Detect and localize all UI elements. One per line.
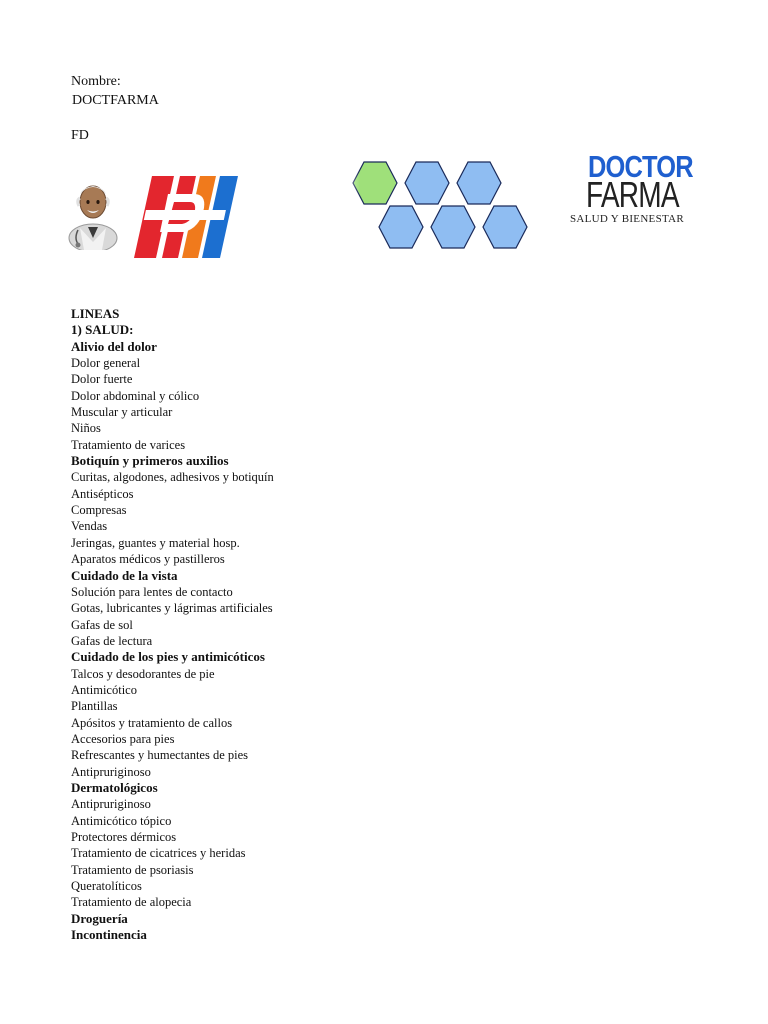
section-heading: Droguería [71,910,128,926]
list-item: Curitas, algodones, adhesivos y botiquín [71,470,274,485]
list-item: Antisépticos [71,486,134,501]
list-item: Gotas, lubricantes y lágrimas artificiales [71,601,273,616]
doctor-avatar-icon [66,180,120,250]
list-item: Dolor fuerte [71,372,133,387]
nombre-label: Nombre: [71,74,121,89]
list-item: Dolor general [71,356,141,371]
list-item: Talcos y desodorantes de pie [71,666,215,681]
list-item: Queratolíticos [71,879,142,894]
list-item: Antimicótico tópico [71,813,172,828]
list-item: Antipruriginoso [71,797,151,812]
list-item: Aparatos médicos y pastilleros [71,552,225,567]
list-item: Apósitos y tratamiento de callos [71,715,233,730]
section-heading: Cuidado de la vista [71,567,178,583]
section-heading: Alivio del dolor [71,338,157,354]
list-item: Niños [71,421,101,436]
logo-tagline: SALUD Y BIENESTAR [570,213,685,225]
list-item: Tratamiento de alopecia [71,895,192,910]
list-item: Antipruriginoso [71,764,151,779]
list-item: Vendas [71,519,108,534]
list-item: Accesorios para pies [71,731,175,746]
logo-word-farma: FARMA [586,174,679,215]
list-item: Jeringas, guantes y material hosp. [71,535,240,550]
section-heading: Botiquín y primeros auxilios [71,453,229,469]
section-heading: Cuidado de los pies y antimicóticos [71,649,265,665]
section-heading: Incontinencia [71,927,147,943]
list-item: Dolor abdominal y cólico [71,388,200,403]
logo-word-doctor: DOCTOR [588,149,693,184]
list-item: Refrescantes y humectantes de pies [71,748,249,763]
section-heading: LINEAS [71,306,120,321]
product-lines-list [71,306,274,943]
list-item: Tratamiento de psoriasis [71,862,194,877]
list-item: Solución para lentes de contacto [71,584,233,599]
section-heading: Dermatológicos [71,779,158,795]
list-item: Tratamiento de cicatrices y heridas [71,846,246,861]
list-item: Protectores dérmicos [71,830,177,844]
hexagon-molecule-logo [330,156,544,252]
list-item: Gafas de lectura [71,633,153,648]
section-heading: 1) SALUD: [71,322,134,338]
list-item: Gafas de sol [71,617,133,632]
list-item: Tratamiento de varices [71,437,186,452]
list-item: Plantillas [71,699,118,714]
fd-label: FD [71,128,89,143]
nombre-value: DOCTFARMA [72,93,159,108]
list-item: Antimicótico [71,682,137,697]
list-item: Compresas [71,503,127,518]
doctor-farma-logo [568,150,698,230]
list-item: Muscular y articular [71,405,173,420]
dh-brand-logo [134,172,240,258]
